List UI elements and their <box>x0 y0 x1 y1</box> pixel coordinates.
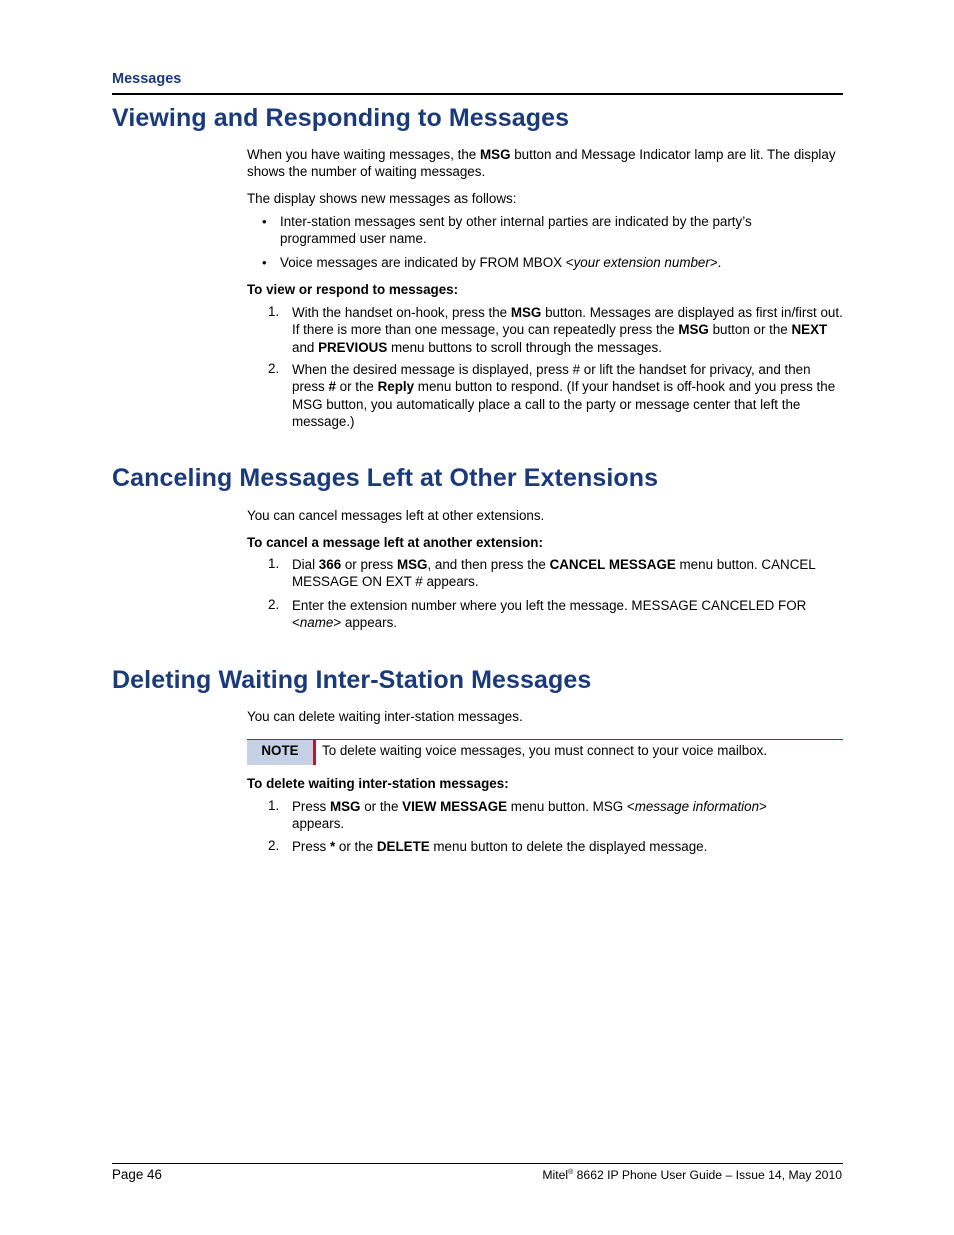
step-number: 1. <box>268 556 280 571</box>
paragraph-display: The display shows new messages as follows: <box>247 191 517 206</box>
note-callout <box>247 739 843 765</box>
procedure-title: To delete waiting inter-station messages: <box>247 776 509 791</box>
list-item: Inter-station messages sent by other internal parties are indicated by the party’s programmed user name. <box>280 214 752 247</box>
step-item: Enter the extension number where you left the message. MESSAGE CANCELED FOR <name> appears. <box>292 598 807 631</box>
running-header: Messages <box>112 71 182 87</box>
section-title-canceling: Canceling Messages Left at Other Extensions <box>112 464 659 492</box>
page-number: Page 46 <box>112 1167 162 1182</box>
step-item: With the handset on-hook, press the MSG button. Messages are displayed as first in/first out. If there is more than one message, you can repeatedly press the MSG button or the NEXT and PREVIOUS menu buttons to scroll through the messages. <box>292 305 843 355</box>
step-item: Press * or the DELETE menu button to delete the displayed message. <box>292 839 708 854</box>
step-item: When the desired message is displayed, press # or lift the handset for privacy, and then press # or the Reply menu button to respond. (If your handset is off-hook and you press the MSG button, you automatically place a call to the party or message center that left the message.) <box>292 362 836 430</box>
footer-doc-title: Mitel® 8662 IP Phone User Guide – Issue 14, May 2010 <box>542 1168 842 1182</box>
step-item: Dial 366 or press MSG, and then press the CANCEL MESSAGE menu button. CANCEL MESSAGE ON EXT # appears. <box>292 557 816 590</box>
list-item: Voice messages are indicated by FROM MBOX <your extension number>. <box>280 255 722 270</box>
step-number: 1. <box>268 798 280 813</box>
bullet-icon: • <box>262 214 267 229</box>
note-text: To delete waiting voice messages, you must connect to your voice mailbox. <box>322 743 768 758</box>
procedure-title: To cancel a message left at another extension: <box>247 535 543 550</box>
section-title-deleting: Deleting Waiting Inter-Station Messages <box>112 666 592 694</box>
paragraph-intro-msg: When you have waiting messages, the MSG button and Message Indicator lamp are lit. The display shows the number of waiting messages. <box>247 147 836 180</box>
procedure-title: To view or respond to messages: <box>247 282 459 297</box>
step-number: 2. <box>268 838 280 853</box>
note-accent-bar <box>313 740 316 765</box>
step-number: 2. <box>268 597 280 612</box>
note-label: NOTE <box>247 740 313 765</box>
step-number: 1. <box>268 304 280 319</box>
step-number: 2. <box>268 361 280 376</box>
bullet-icon: • <box>262 255 267 270</box>
paragraph-intro: You can delete waiting inter-station messages. <box>247 709 523 724</box>
step-item: Press MSG or the VIEW MESSAGE menu button. MSG <message information> appears. <box>292 799 767 832</box>
paragraph-intro: You can cancel messages left at other extensions. <box>247 508 545 523</box>
footer-rule <box>112 1163 843 1164</box>
header-rule <box>112 93 843 95</box>
section-title-viewing: Viewing and Responding to Messages <box>112 104 570 132</box>
